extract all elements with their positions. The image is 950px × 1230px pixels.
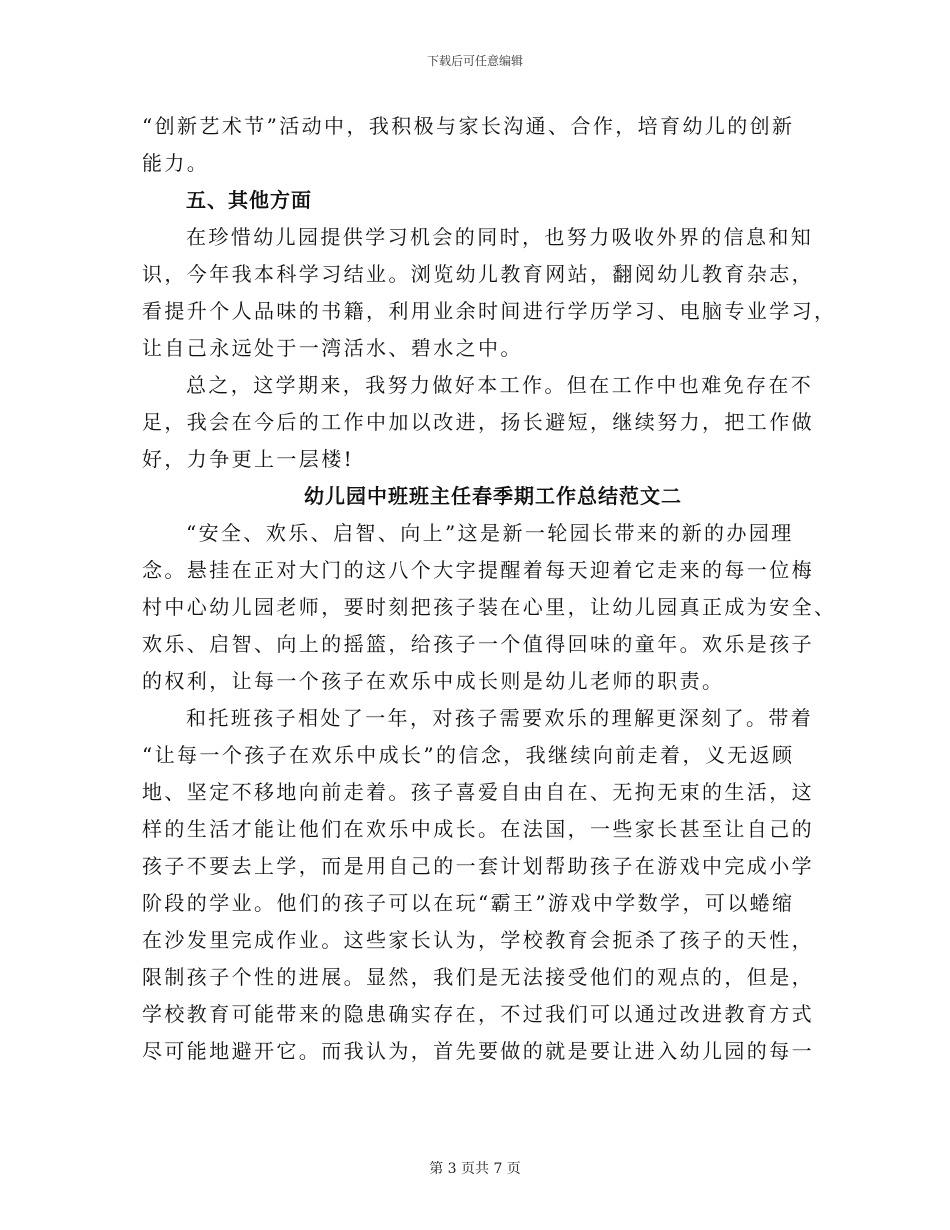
page-footer: 第 3 页共 7 页 <box>429 1161 521 1177</box>
text-line: 样的生活才能让他们在欢乐中成长。在法国，一些家长甚至让自己的 <box>142 817 814 841</box>
paragraph-first-line: 在珍惜幼儿园提供学习机会的同时，也努力吸收外界的信息和知 <box>186 225 814 249</box>
text-line: 限制孩子个性的进展。显然，我们是无法接受他们的观点的，但是， <box>142 965 814 989</box>
text-line: 让自己永远处于一湾活水、碧水之中。 <box>142 336 523 360</box>
text-line: 地、坚定不移地向前走着。孩子喜爱自由自在、无拘无束的生活，这 <box>142 780 814 804</box>
text-line: 在沙发里完成作业。这些家长认为，学校教育会扼杀了孩子的天性， <box>142 928 814 952</box>
text-line: 孩子不要去上学，而是用自己的一套计划帮助孩子在游戏中完成小学 <box>142 854 814 878</box>
text-line: 阶段的学业。他们的孩子可以在玩“霸王”游戏中学数学，可以蜷缩 <box>142 891 795 915</box>
text-line: 足，我会在今后的工作中加以改进，扬长避短，继续努力，把工作做 <box>142 410 814 434</box>
document-title: 幼儿园中班班主任春季期工作总结范文二 <box>304 484 682 508</box>
section-heading: 五、其他方面 <box>186 188 312 212</box>
text-line: 的权利，让每一个孩子在欢乐中成长则是幼儿老师的职责。 <box>142 669 725 693</box>
text-line: 看提升个人品味的书籍，利用业余时间进行学历学习、电脑专业学习， <box>142 299 837 323</box>
paragraph-first-line: 和托班孩子相处了一年，对孩子需要欢乐的理解更深刻了。带着 <box>186 706 814 730</box>
paragraph-first-line: “安全、欢乐、启智、向上”这是新一轮园长带来的新的办园理 <box>186 521 794 545</box>
text-line: “让每一个孩子在欢乐中成长”的信念，我继续向前走着，义无返顾 <box>142 743 795 767</box>
text-line: 欢乐、启智、向上的摇篮，给孩子一个值得回味的童年。欢乐是孩子 <box>142 632 814 656</box>
document-body <box>142 108 837 1070</box>
text-line: 好，力争更上一层楼! <box>142 447 355 471</box>
text-line: 尽可能地避开它。而我认为，首先要做的就是要让进入幼儿园的每一 <box>142 1039 814 1063</box>
text-line: 村中心幼儿园老师，要时刻把孩子装在心里，让幼儿园真正成为安全、 <box>142 595 837 619</box>
paragraph-first-line: 总之，这学期来，我努力做好本工作。但在工作中也难免存在不 <box>186 373 814 397</box>
text-line: 识，今年我本科学习结业。浏览幼儿教育网站，翻阅幼儿教育杂志， <box>142 262 814 286</box>
text-line: 学校教育可能带来的隐患确实存在，不过我们可以通过改进教育方式 <box>142 1002 814 1026</box>
text-line: “创新艺术节”活动中，我积极与家长沟通、合作，培育幼儿的创新 <box>142 114 795 138</box>
page-header: 下载后可任意编辑 <box>426 54 523 68</box>
text-line: 念。悬挂在正对大门的这八个大字提醒着每天迎着它走来的每一位梅 <box>142 558 814 582</box>
text-line: 能力。 <box>142 151 210 175</box>
